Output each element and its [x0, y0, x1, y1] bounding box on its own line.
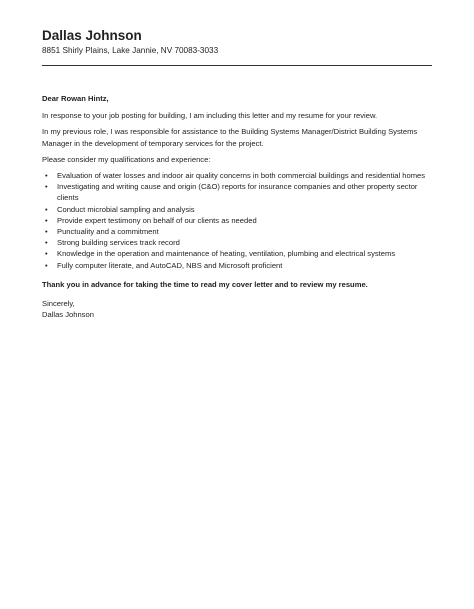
list-item-text: Conduct microbial sampling and analysis: [57, 204, 195, 214]
list-item-text: Investigating and writing cause and origin (C&O) reports for insurance companies and other property sector clients: [57, 182, 418, 203]
bullet-icon: •: [45, 171, 48, 181]
list-item: [42, 260, 434, 271]
signature: Dallas Johnson: [42, 310, 94, 320]
qualifications-intro: Please consider my qualifications and experience:: [42, 154, 211, 164]
list-item-text: Evaluation of water losses and indoor air quality concerns in both commercial buildings and residential homes: [57, 171, 426, 181]
thanks-paragraph: Thank you in advance for taking the time to read my cover letter and to review my resume.: [42, 279, 368, 289]
list-item-text: Punctuality and a commitment: [57, 227, 159, 237]
list-item: [42, 226, 434, 237]
bullet-icon: •: [45, 204, 48, 214]
letter-body: [42, 93, 434, 320]
header-divider: [42, 65, 432, 66]
list-item: [42, 237, 434, 248]
list-item-text: Knowledge in the operation and maintenance of heating, ventilation, plumbing and electrical systems: [57, 249, 396, 259]
bullet-icon: •: [45, 249, 48, 259]
list-item-text: Provide expert testimony on behalf of our clients as needed: [57, 215, 257, 225]
qualifications-list: [42, 170, 434, 271]
list-item: [42, 181, 434, 203]
bullet-icon: •: [45, 215, 48, 225]
salutation: Dear Rowan Hintz,: [42, 94, 109, 103]
list-item: [42, 204, 434, 215]
list-item-text: Strong building services track record: [57, 238, 180, 248]
list-item-text: Fully computer literate, and AutoCAD, NBS and Microsoft proficient: [57, 260, 283, 270]
bullet-icon: •: [45, 227, 48, 237]
list-item: [42, 215, 434, 226]
sender-name: Dallas Johnson: [42, 28, 142, 43]
closing: Sincerely,: [42, 299, 75, 309]
sender-address: 8851 Shirly Plains, Lake Jannie, NV 70083-3033: [42, 46, 219, 55]
bullet-icon: •: [45, 260, 48, 270]
bullet-icon: •: [45, 238, 48, 248]
list-item: [42, 170, 434, 181]
intro-paragraph: In response to your job posting for building, I am including this letter and my resume for your review.: [42, 111, 378, 121]
letter-header: [42, 28, 432, 56]
previous-role-paragraph: In my previous role, I was responsible for assistance to the Building Systems Manager/District Building Systems Manager in the development of temporary services for the project.: [42, 127, 418, 148]
bullet-icon: •: [45, 182, 48, 192]
list-item: [42, 248, 434, 259]
